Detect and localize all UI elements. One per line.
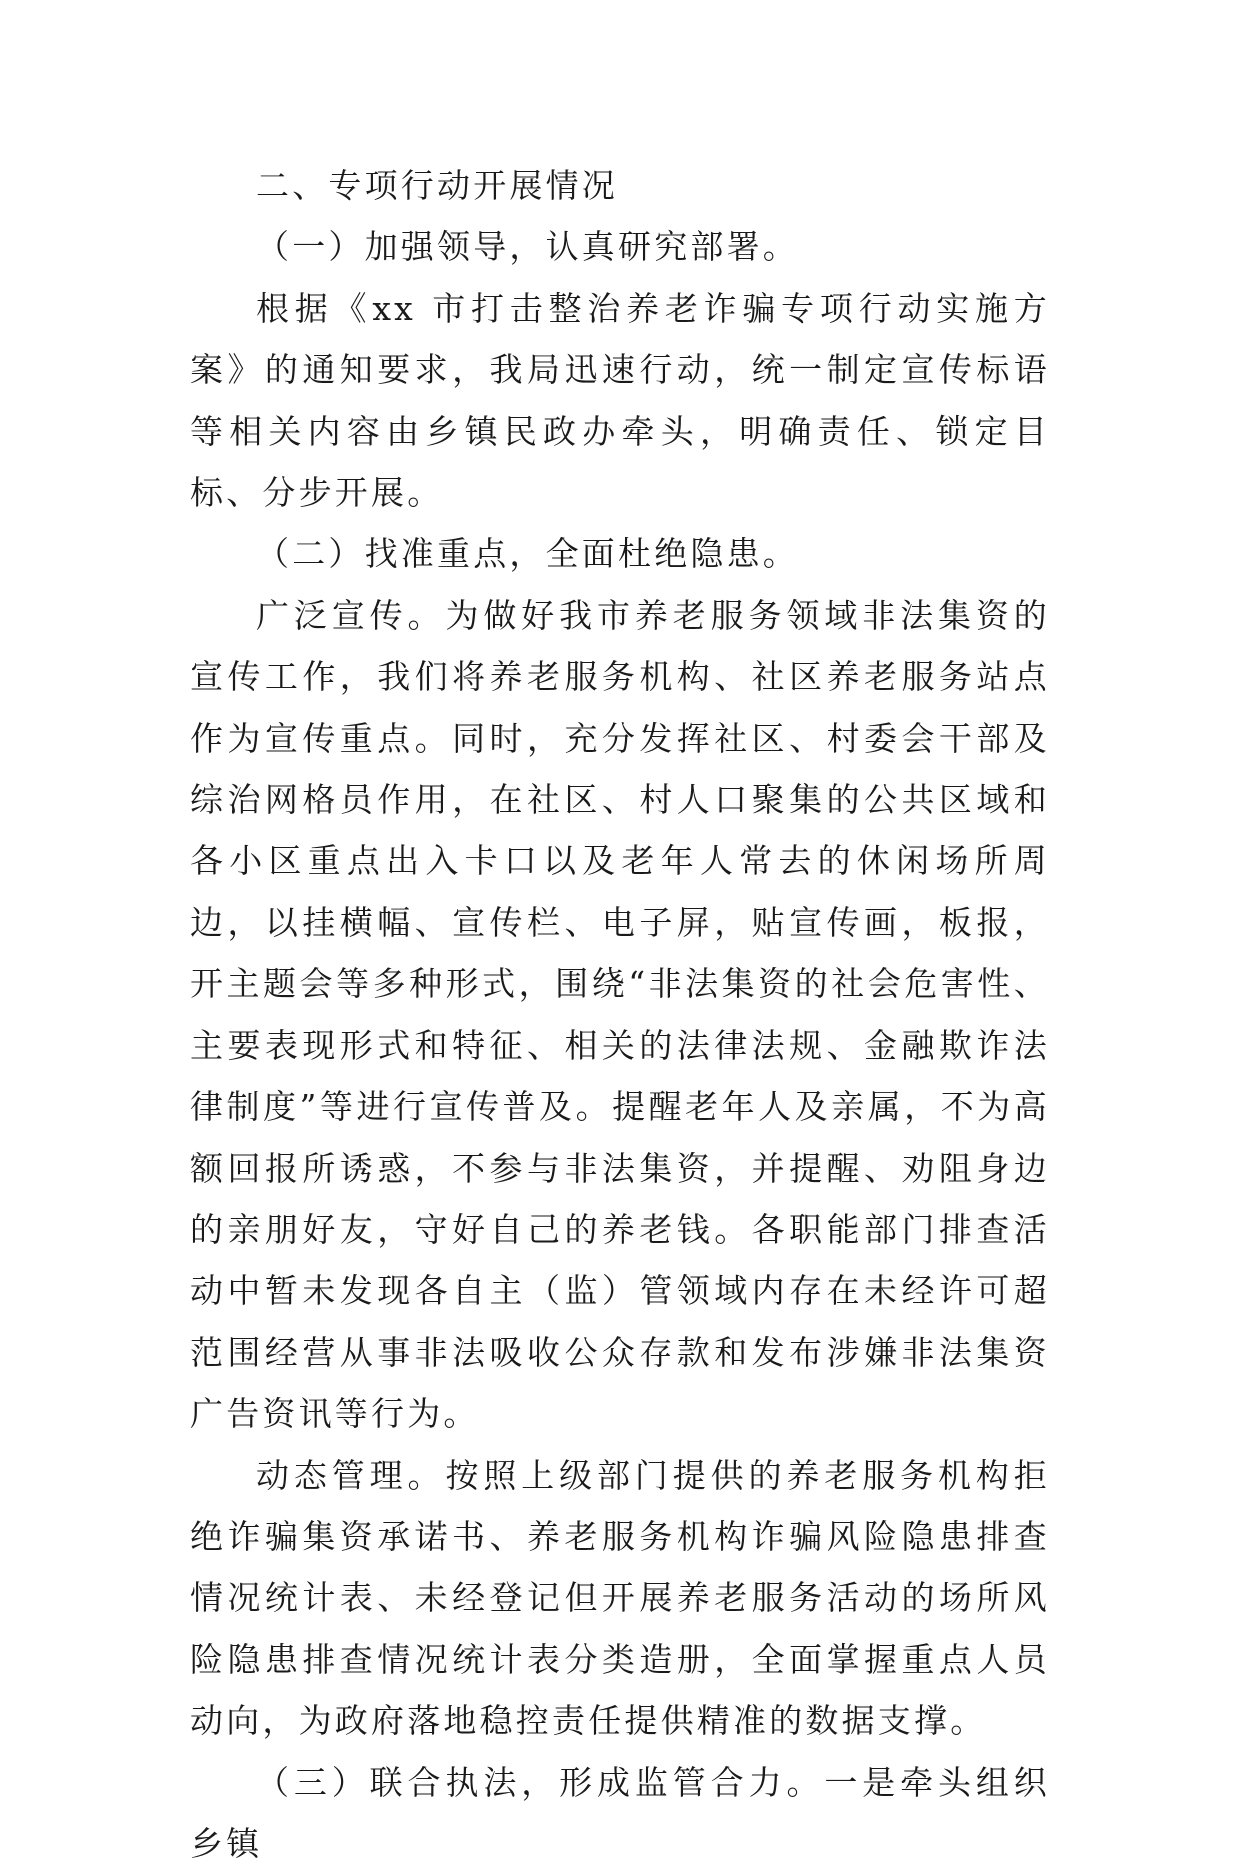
dynamic-management-paragraph: 动态管理。按照上级部门提供的养老服务机构拒绝诈骗集资承诺书、养老服务机构诈骗风险隐患排查情况统计表、未经登记但开展养老服务活动的场所风险隐患排查情况统计表分类造册，全面掌握重点人员动向，为政府落地稳控责任提供精准的数据支撑。 xyxy=(190,1455,1050,1741)
subsection-1-heading: （一）加强领导，认真研究部署。 xyxy=(256,227,799,267)
subsection-3-paragraph: （三）联合执法，形成监管合力。一是牵头组织乡镇 xyxy=(190,1762,1050,1863)
document-body xyxy=(190,155,1050,1874)
subsection-1-paragraph: 根据《xx 市打击整治养老诈骗专项行动实施方案》的通知要求，我局迅速行动，统一制定宣传标语等相关内容由乡镇民政办牵头，明确责任、锁定目标、分步开展。 xyxy=(190,288,1050,513)
section-heading: 二、专项行动开展情况 xyxy=(256,166,618,205)
publicity-paragraph: 广泛宣传。为做好我市养老服务领域非法集资的宣传工作，我们将养老服务机构、社区养老服务站点作为宣传重点。同时，充分发挥社区、村委会干部及综治网格员作用，在社区、村人口聚集的公共区域和各小区重点出入卡口以及老年人常去的休闲场所周边，以挂横幅、宣传栏、电子屏，贴宣传画，板报，开主题会等多种形式，围绕“非法集资的社会危害性、主要表现形式和特征、相关的法律法规、金融欺诈法律制度”等进行宣传普及。提醒老年人及亲属，不为高额回报所诱惑，不参与非法集资，并提醒、劝阻身边的亲朋好友，守好自己的养老钱。各职能部门排查活动中暂未发现各自主（监）管领域内存在未经许可超范围经营从事非法吸收公众存款和发布涉嫌非法集资广告资讯等行为。 xyxy=(190,595,1050,1434)
subsection-2-heading: （二）找准重点，全面杜绝隐患。 xyxy=(256,534,799,574)
